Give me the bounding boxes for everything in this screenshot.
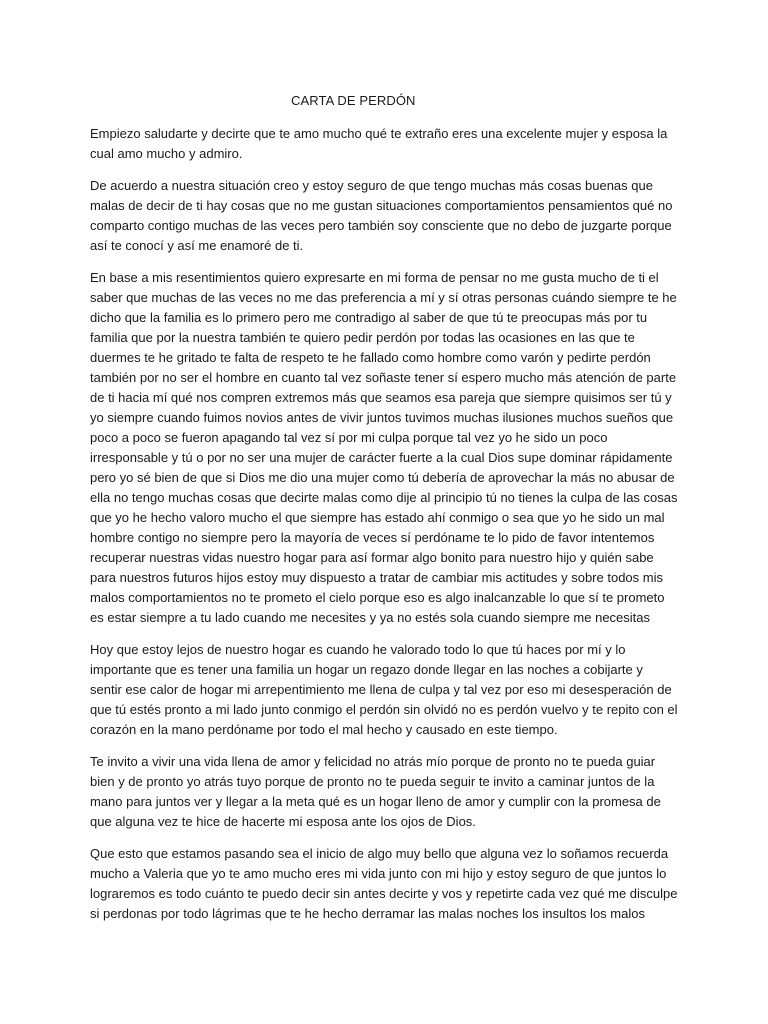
document-body [90, 124, 678, 936]
paragraph-greeting: Empiezo saludarte y decirte que te amo mucho qué te extraño eres una excelente mujer y esposa la cual amo mucho y admiro. [90, 126, 668, 161]
paragraph-situation: De acuerdo a nuestra situación creo y estoy seguro de que tengo muchas más cosas buenas que malas de decir de ti hay cosas que no me gustan situaciones comportamientos pensamientos qué no comparto contigo muchas de las veces pero también soy consciente que no debo de juzgarte porque así te conocí y así me enamoré de ti. [90, 178, 673, 253]
paragraph-closing: Que esto que estamos pasando sea el inicio de algo muy bello que alguna vez lo soñamos recuerda mucho a Valeria que yo te amo mucho eres mi vida junto con mi hijo y estoy seguro de que juntos lo lograremos es todo cuánto te puedo decir sin antes decirte y vos y repetirte cada vez qué me disculpe si perdonas por todo lágrimas que te he hecho derramar las malas noches los insultos los malos [90, 846, 678, 921]
paragraph-home: Hoy que estoy lejos de nuestro hogar es cuando he valorado todo lo que tú haces por mí y lo importante que es tener una familia un hogar un regazo donde llegar en las noches a cobijarte y sentir ese calor de hogar mi arrepentimiento me llena de culpa y tal vez por eso mi desesperación de que tú estés pronto a mi lado junto conmigo el perdón sin olvidó no es perdón vuelvo y te repito con el corazón en la mano perdóname por todo el mal hecho y causado en este tiempo. [90, 642, 678, 737]
paragraph-resentments: En base a mis resentimientos quiero expresarte en mi forma de pensar no me gusta mucho de ti el saber que muchas de las veces no me das preferencia a mí y sí otras personas cuándo siempre te he dicho que la familia es lo primero pero me contradigo al saber de que tú te preocupas más por tu familia que por la nuestra también te quiero pedir perdón por todas las ocasiones en las que te duermes te he gritado te falta de respeto te he fallado como hombre como varón y pedirte perdón también por no ser el hombre en cuanto tal vez soñaste tener sí espero mucho más atención de parte de ti hacia mí qué nos compren extremos más que seamos esa pareja que siempre quisimos ser tú y yo siempre cuando fuimos novios antes de vivir juntos tuvimos muchas ilusiones muchos sueños que poco a poco se fueron apagando tal vez sí por mi culpa porque tal vez yo he sido un poco irresponsable y tú o por no ser una mujer de carácter fuerte a la cual Dios supe dominar rápidamente pero yo sé bien de que si Dios me dio una mujer como tú debería de aprovechar la más no abusar de ella no tengo muchas cosas que decirte malas como dije al principio tú no tienes la culpa de las cosas que yo he hecho valoro mucho el que siempre has estado ahí conmigo o sea que yo he sido un mal hombre contigo no siempre pero la mayoría de veces sí perdóname te lo pido de favor intentemos recuperar nuestras vidas nuestro hogar para así formar algo bonito para nuestro hijo y quién sabe para nuestros futuros hijos estoy muy dispuesto a tratar de cambiar mis actitudes y sobre todos mis malos comportamientos no te prometo el cielo porque eso es algo inalcanzable lo que sí te prometo es estar siempre a tu lado cuando me necesites y ya no estés sola cuando siempre me necesitas [90, 270, 678, 625]
document-title: CARTA DE PERDÓN [291, 93, 416, 108]
paragraph-invitation: Te invito a vivir una vida llena de amor y felicidad no atrás mío porque de pronto no te pueda guiar bien y de pronto yo atrás tuyo porque de pronto no te pueda seguir te invito a caminar juntos de la mano para juntos ver y llegar a la meta qué es un hogar lleno de amor y cumplir con la promesa de que alguna vez te hice de hacerte mi esposa ante los ojos de Dios. [90, 754, 661, 829]
